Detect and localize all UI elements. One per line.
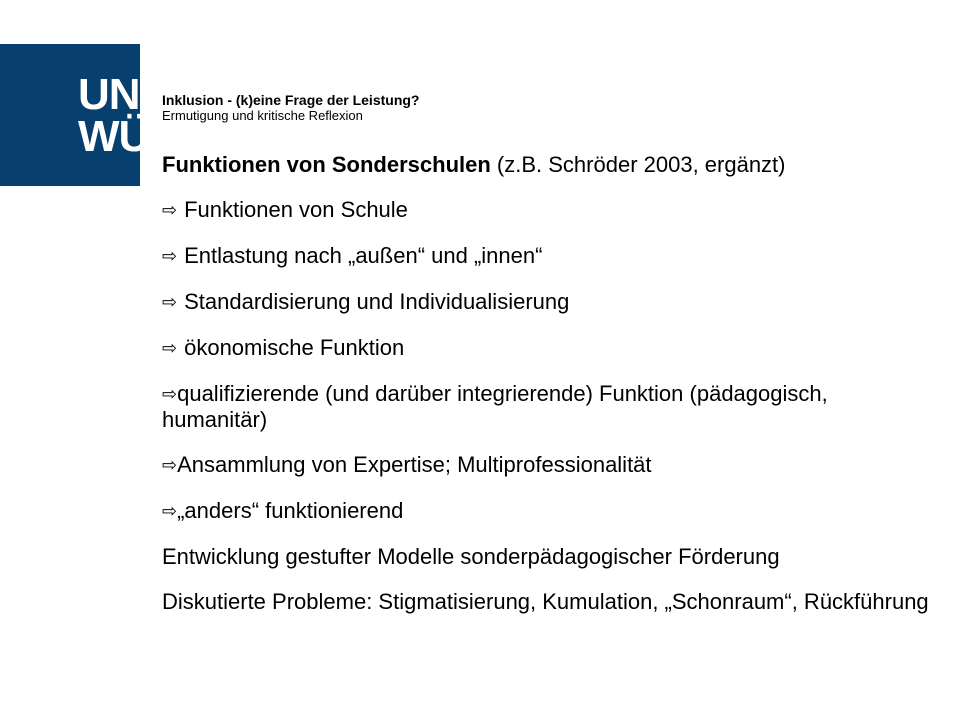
list-item-text: Ansammlung von Expertise; Multiprofessionalität bbox=[177, 452, 652, 477]
heading-bold: Funktionen von Sonderschulen bbox=[162, 152, 491, 177]
list-item bbox=[162, 498, 932, 524]
arrow-icon: ⇨ bbox=[162, 338, 178, 359]
header-title: Inklusion - (k)eine Frage der Leistung? bbox=[162, 92, 420, 108]
arrow-icon: ⇨ bbox=[162, 246, 178, 267]
arrow-icon: ⇨ bbox=[162, 501, 178, 522]
list-item-text: qualifizierende (und darüber integrierende) Funktion (pädagogisch, humanitär) bbox=[162, 381, 828, 432]
list-item-text: ökonomische Funktion bbox=[184, 335, 405, 360]
list-item-text: „anders“ funktionierend bbox=[177, 498, 404, 523]
slide-heading bbox=[162, 152, 932, 178]
list-item bbox=[162, 197, 932, 223]
heading-citation: (z.B. Schröder 2003, ergänzt) bbox=[490, 152, 786, 177]
arrow-icon: ⇨ bbox=[162, 292, 178, 313]
arrow-icon: ⇨ bbox=[162, 455, 178, 476]
list-item bbox=[162, 381, 932, 432]
list-item-text: Entlastung nach „außen“ und „innen“ bbox=[184, 243, 543, 268]
arrow-icon: ⇨ bbox=[162, 384, 178, 405]
logo-line-1: UNI bbox=[78, 70, 151, 119]
header-subtitle: Ermutigung und kritische Reflexion bbox=[162, 108, 363, 123]
logo-line-2: WÜ bbox=[78, 112, 150, 161]
arrow-icon: ⇨ bbox=[162, 200, 178, 221]
list-item bbox=[162, 289, 932, 315]
list-item-text: Standardisierung und Individualisierung bbox=[184, 289, 570, 314]
list-item bbox=[162, 335, 932, 361]
plain-item: Entwicklung gestufter Modelle sonderpädagogischer Förderung bbox=[162, 544, 780, 569]
university-logo-text bbox=[78, 70, 158, 161]
slide-content bbox=[162, 152, 932, 634]
plain-item: Diskutierte Probleme: Stigmatisierung, Kumulation, „Schonraum“, Rückführung bbox=[162, 589, 929, 614]
list-item bbox=[162, 243, 932, 269]
list-item-text: Funktionen von Schule bbox=[184, 197, 408, 222]
slide-header bbox=[162, 92, 922, 123]
list-item bbox=[162, 452, 932, 478]
